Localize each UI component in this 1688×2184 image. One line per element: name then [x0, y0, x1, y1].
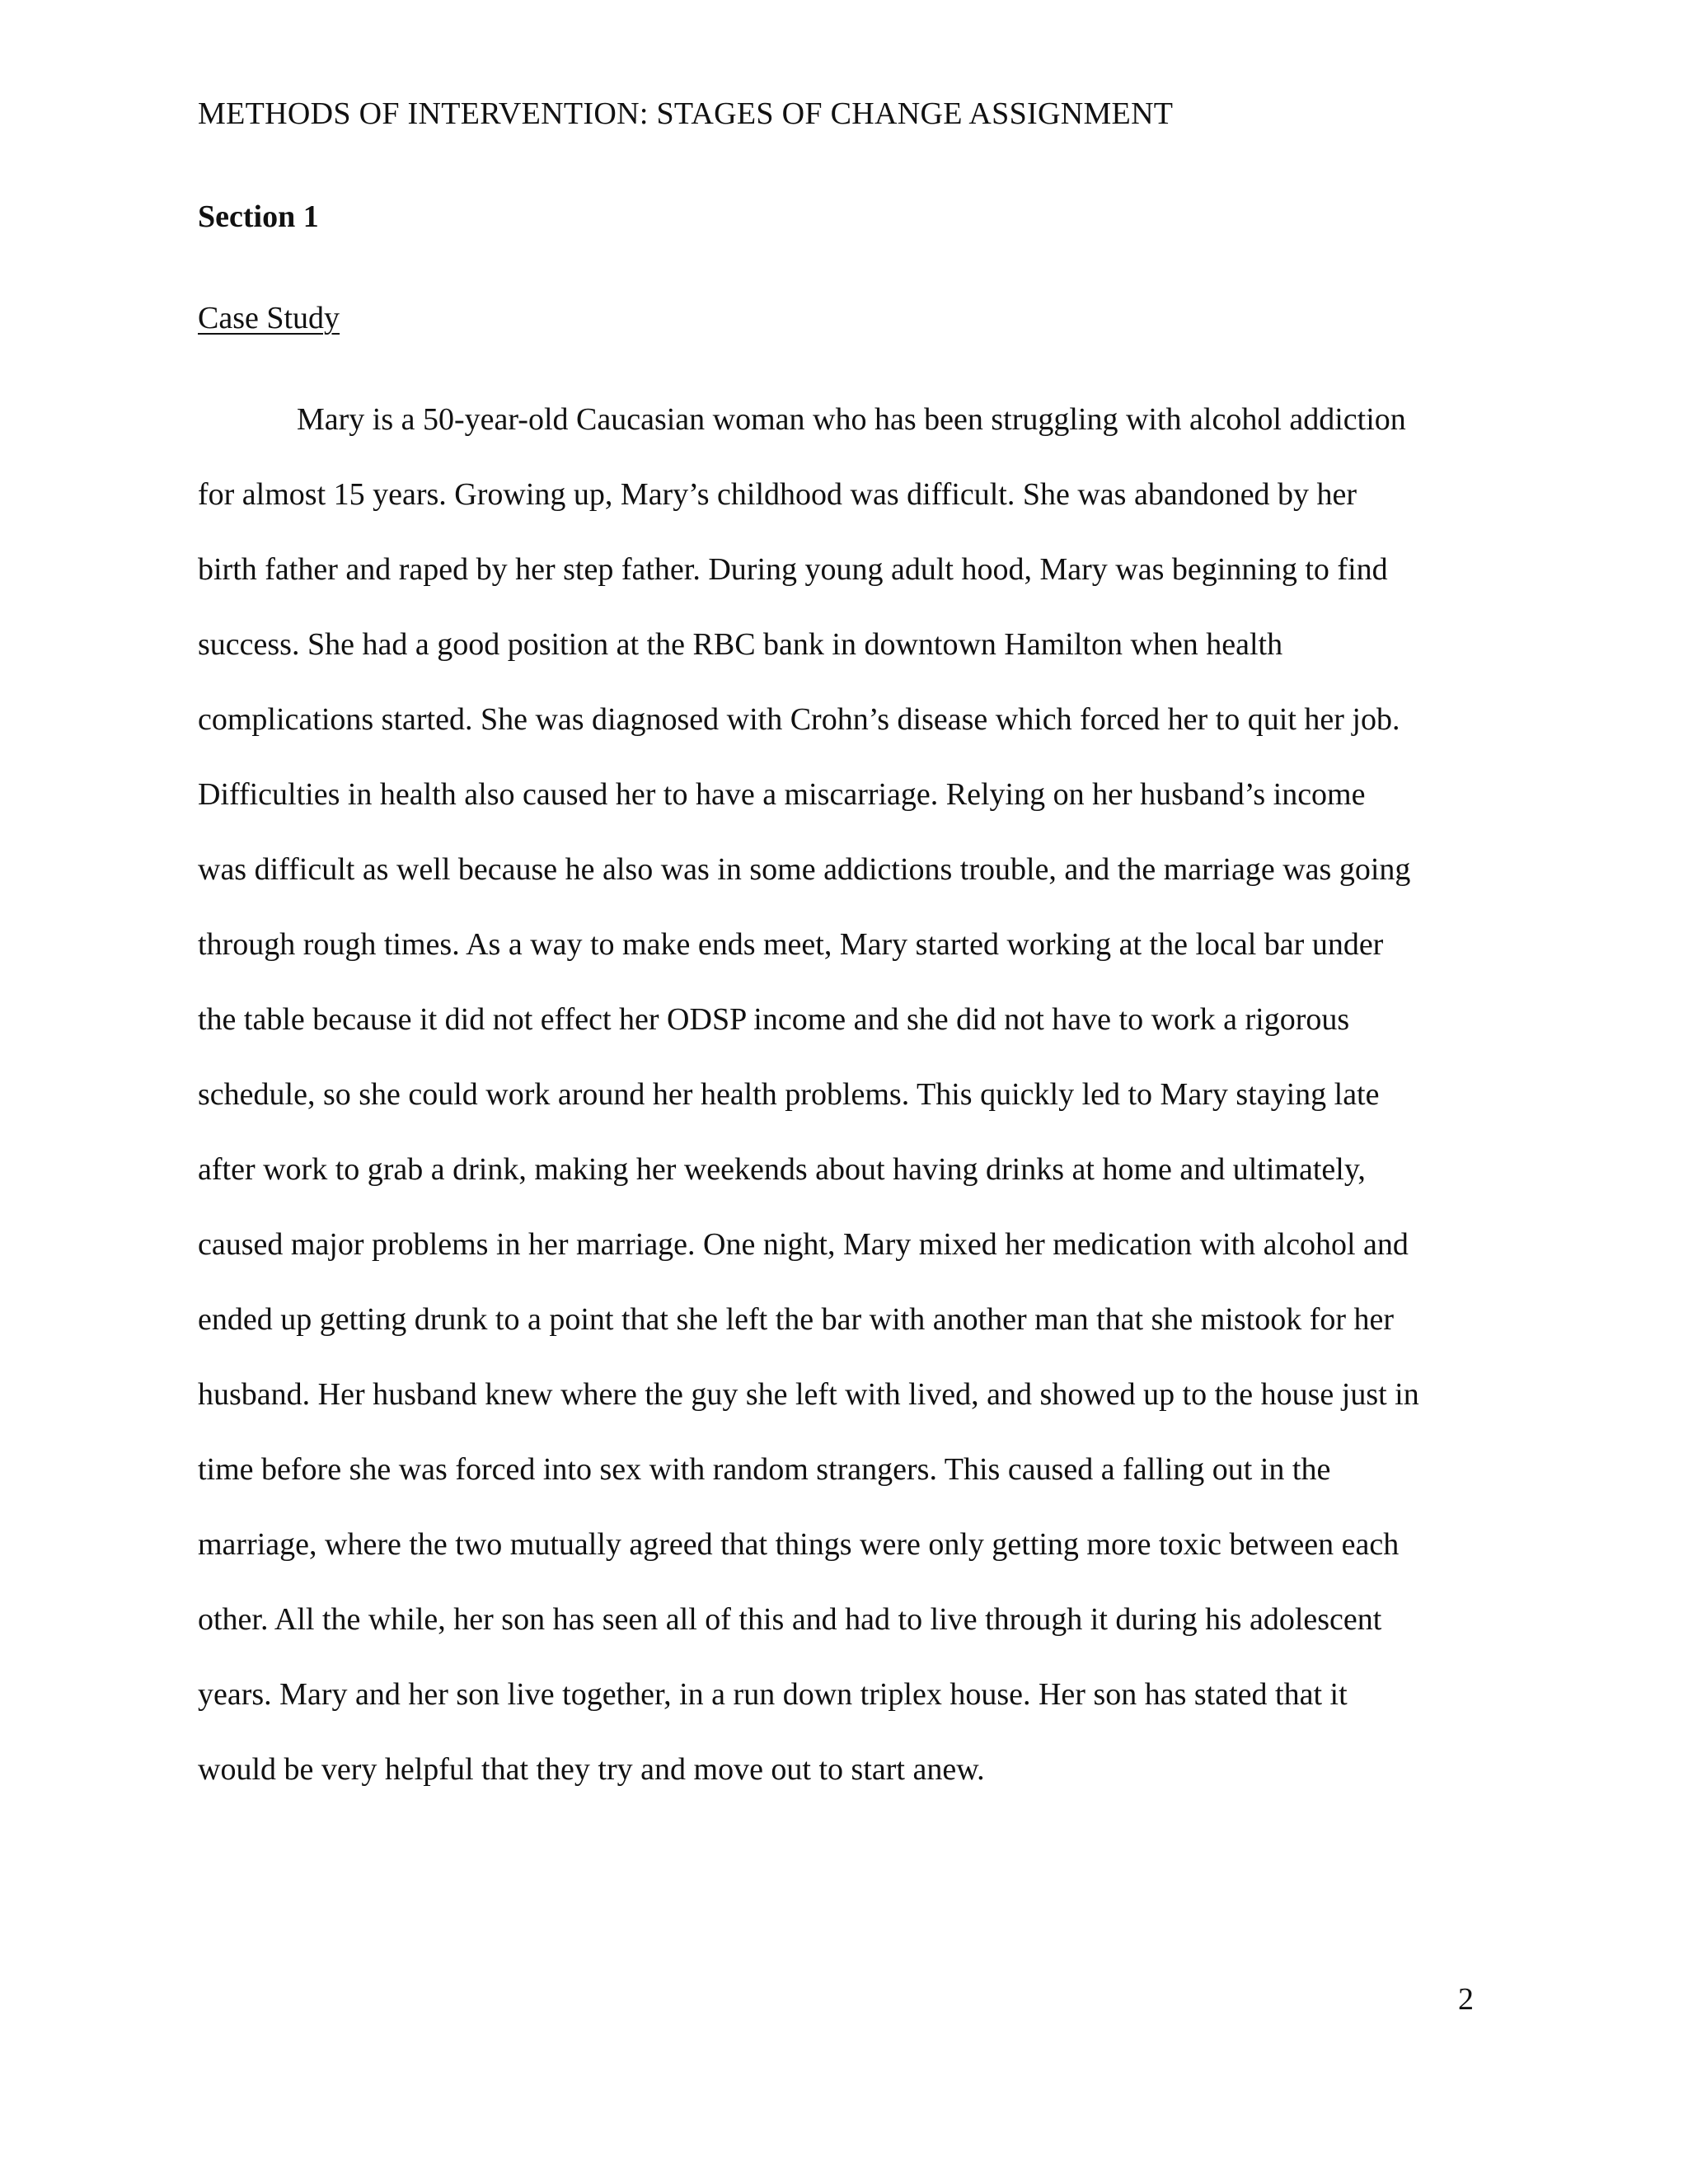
paragraph-line: caused major problems in her marriage. One night, Mary mixed her medication with alcohol and [198, 1227, 1409, 1262]
case-study-subheading: Case Study [198, 301, 340, 335]
paragraph-line: after work to grab a drink, making her weekends about having drinks at home and ultimately, [198, 1152, 1366, 1187]
paragraph-line: would be very helpful that they try and move out to start anew. [198, 1752, 985, 1787]
paragraph-line: schedule, so she could work around her health problems. This quickly led to Mary staying late [198, 1077, 1380, 1112]
section-heading: Section 1 [198, 199, 319, 234]
paragraph-line: for almost 15 years. Growing up, Mary’s childhood was difficult. She was abandoned by her [198, 477, 1357, 512]
paragraph-line: the table because it did not effect her ODSP income and she did not have to work a rigorous [198, 1002, 1350, 1037]
paragraph-line: other. All the while, her son has seen all of this and had to live through it during his adolescent [198, 1602, 1382, 1637]
paragraph-line: complications started. She was diagnosed with Crohn’s disease which forced her to quit her job. [198, 702, 1400, 737]
paragraph-line: time before she was forced into sex with random strangers. This caused a falling out in the [198, 1452, 1331, 1487]
paragraph-line: was difficult as well because he also was in some addictions trouble, and the marriage was going [198, 852, 1411, 887]
running-head: METHODS OF INTERVENTION: STAGES OF CHANGE ASSIGNMENT [198, 96, 1174, 131]
paragraph-line: marriage, where the two mutually agreed that things were only getting more toxic between each [198, 1527, 1400, 1562]
paragraph-line: Mary is a 50-year-old Caucasian woman who has been struggling with alcohol addiction [297, 402, 1406, 437]
paragraph-line: years. Mary and her son live together, in a run down triplex house. Her son has stated that it [198, 1677, 1348, 1712]
paragraph-line: ended up getting drunk to a point that she left the bar with another man that she mistook for her [198, 1302, 1395, 1337]
paragraph-line: through rough times. As a way to make ends meet, Mary started working at the local bar under [198, 927, 1384, 962]
page-number: 2 [1458, 1982, 1474, 2017]
paragraph-line: Difficulties in health also caused her to have a miscarriage. Relying on her husband’s income [198, 777, 1366, 812]
paragraph-line: birth father and raped by her step father. During young adult hood, Mary was beginning to find [198, 552, 1388, 587]
paragraph-line: success. She had a good position at the RBC bank in downtown Hamilton when health [198, 627, 1283, 662]
paragraph-line: husband. Her husband knew where the guy she left with lived, and showed up to the house just in [198, 1377, 1419, 1412]
